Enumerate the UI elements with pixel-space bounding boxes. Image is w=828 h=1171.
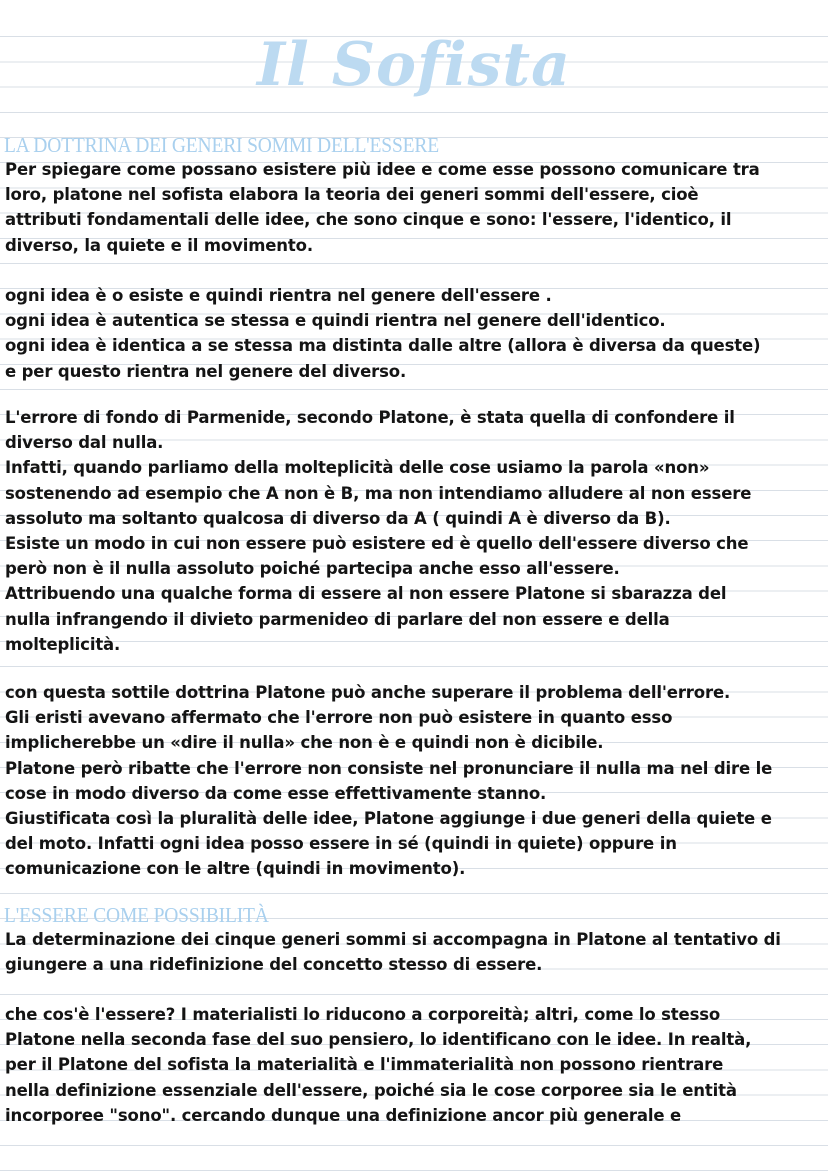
section-heading-essere-possibilita: L'ESSERE COME POSSIBILITÀ	[4, 903, 269, 927]
paragraph-1: Per spiegare come possano esistere più idee e come esse possono comunicare tra loro, platone nel sofista elabora la teoria dei generi sommi dell'essere, cioè attributi fondamentali delle idee, che sono cinque e sono: l'essere, l'identico, il diverso, la quiete e il movimento.	[5, 160, 760, 255]
paragraph-4: con questa sottile dottrina Platone può anche superare il problema dell'errore. Gli eristi avevano affermato che l'errore non può esistere in quanto esso implicherebbe un «dire il nulla» che non è e quindi non è dicibile. Platone però ribatte che l'errore non consiste nel pronunciare il nulla ma nel dire le cose in modo diverso da come esse effettivamente stanno. Giustificata così la pluralità delle idee, Platone aggiunge i due generi della quiete e del moto. Infatti ogni idea posso essere in sé (quindi in quiete) oppure in comunicazione con le altre (quindi in movimento).	[5, 683, 773, 879]
section-heading-generi-sommi: LA DOTTRINA DEI GENERI SOMMI DELL'ESSERE	[4, 133, 439, 157]
paragraph-5: La determinazione dei cinque generi sommi si accompagna in Platone al tentativo di giungere a una ridefinizione del concetto stesso di essere.	[5, 930, 781, 975]
paragraph-2: ogni idea è o esiste e quindi rientra nel genere dell'essere . ogni idea è autentica se stessa e quindi rientra nel genere dell'identico. ogni idea è identica a se stessa ma distinta dalle altre (allora è diversa da queste) e per questo rientra nel genere del diverso.	[5, 286, 761, 381]
paragraph-3: L'errore di fondo di Parmenide, secondo Platone, è stata quella di confondere il diverso dal nulla. Infatti, quando parliamo della molteplicità delle cose usiamo la parola «non» sostenendo ad esempio che A non è B, ma non intendiamo alludere al non essere assoluto ma soltanto qualcosa di diverso da A ( quindi A è diverso da B). Esiste un modo in cui non essere può esistere ed è quello dell'essere diverso che però non è il nulla assoluto poiché partecipa anche esso all'essere. Attribuendo una qualche forma di essere al non essere Platone si sbarazza del nulla infrangendo il divieto parmenideo di parlare del non essere e della molteplicità.	[5, 408, 752, 654]
page-title: Il Sofista	[256, 30, 572, 100]
paragraph-6: che cos'è l'essere? I materialisti lo riducono a corporeità; altri, come lo stesso Platone nella seconda fase del suo pensiero, lo identificano con le idee. In realtà, per il Platone del sofista la materialità e l'immaterialità non possono rientrare nella definizione essenziale dell'essere, poiché sia le cose corporee sia le entità incorporee "sono". cercando dunque una definizione ancor più generale e	[5, 1005, 752, 1125]
